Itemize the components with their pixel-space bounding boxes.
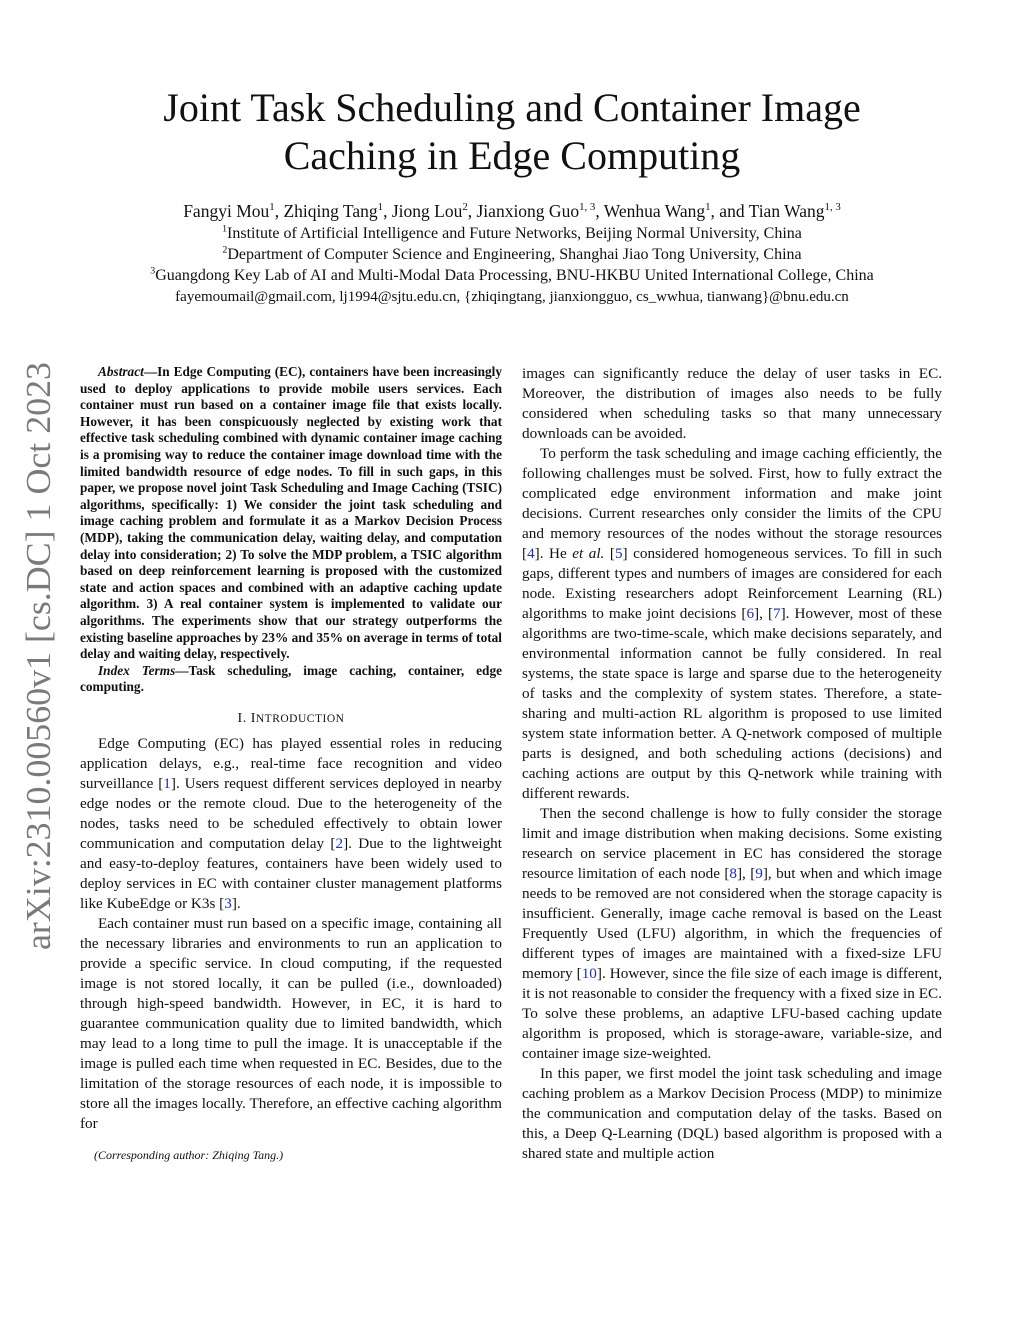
text-run: To perform the task scheduling and image caching efficiently, the following challenges must be solved. First, how to fully extract the complicated edge environment information and make joint decisions. Current researches only consider the limits of the CPU and memory resources of the nodes without the storage resources [ — [522, 445, 942, 562]
right-body-text — [522, 364, 942, 1164]
author: Zhiqing Tang$^1$ — [283, 201, 384, 221]
arxiv-stamp-text: arXiv:2310.00560v1 [cs.DC] 1 Oct 2023 — [19, 376, 58, 950]
citation-link[interactable]: 7 — [773, 605, 781, 622]
corresponding-author-footnote: (Corresponding author: Zhiqing Tang.) — [94, 1147, 284, 1162]
title-line-2: Caching in Edge Computing — [283, 133, 741, 178]
body-paragraph — [80, 734, 502, 914]
author: Wenhua Wang$^1$ — [603, 201, 711, 221]
author-emails: fayemoumail@gmail.com, lj1994@sjtu.edu.cn, {zhiqingtang, jianxiongguo, cs_wwhua, tianwang}@bnu.edu.cn — [175, 289, 849, 305]
citation-link[interactable]: 10 — [581, 965, 597, 982]
affiliation-3: $^3$Guangdong Key Lab of AI and Multi-Modal Data Processing, BNU-HKBU United International College, China — [150, 265, 874, 284]
text-run: ]. Users request different services deployed in nearby edge nodes or the remote cloud. Due to the heterogeneity of the nodes, tasks need to be scheduled effectively to obtain lower communication and computation delay [ — [80, 774, 502, 852]
text-run: ]. He — [534, 545, 573, 562]
text-run: ], [ — [736, 865, 756, 882]
text-run: Then the second challenge is how to fully consider the storage limit and image distribution when making decisions. Some existing research on service placement in EC has considered the storage resource limitation of each node [ — [522, 805, 942, 882]
citation-link[interactable]: 1 — [163, 774, 171, 792]
right-column — [522, 364, 942, 1164]
citation-link[interactable]: 6 — [746, 605, 755, 622]
author: Jianxiong Guo$^{1, 3}$ — [476, 201, 596, 221]
text-run: ]. However, most of these algorithms are two-time-scale, which make decisions separately, and environmental information cannot be fully considered. In real systems, the state space is large and sparse due to the heterogeneity of tasks and the complexity of system states. Therefore, a state-sharing and multi-action RL algorithm is proposed to use limited system state information better. A Q-network composed of multiple parts is designed, and both scheduling actions (decisions) and caching actions are output by this Q-network while training with different rewards. — [522, 605, 942, 802]
author: Fangyi Mou$^1$ — [183, 201, 275, 221]
citation-link[interactable]: 3 — [224, 894, 232, 912]
index-terms: Index Terms—Task scheduling, image caching, container, edge computing. — [80, 662, 502, 695]
body-paragraph — [80, 914, 502, 1134]
left-column — [80, 364, 502, 1163]
author: Jiong Lou$^2$ — [391, 201, 468, 221]
body-paragraph — [522, 1064, 942, 1164]
affiliation-1: $^1$Institute of Artificial Intelligence and Future Networks, Beijing Normal University, China — [222, 223, 802, 242]
arxiv-stamp — [19, 360, 58, 952]
text-run: ], but when and which image needs to be removed are not considered when the storage capacity is insufficient. Generally, image cache removal is based on the Least Frequently Used (LFU) algorithm, in which the frequencies of different types of images are maintained with a fixed-size LFU memory [ — [522, 865, 942, 982]
section-heading-introduction: I. INTRODUCTION — [237, 710, 345, 726]
text-run: Edge Computing (EC) has played essential roles in reducing application delays, e.g., real-time face recognition and video surveillance [ — [80, 734, 502, 792]
author: and Tian Wang$^{1, 3}$ — [719, 201, 841, 221]
citation-link[interactable]: 2 — [335, 834, 344, 852]
title-line-1: Joint Task Scheduling and Container Image — [163, 85, 861, 130]
text-run: ]. Due to the lightweight and easy-to-deploy features, containers have been widely used to deploy services in EC with container cluster management platforms like KubeEdge or K3s [ — [80, 834, 502, 912]
body-paragraph — [522, 804, 942, 1064]
abstract: Abstract—In Edge Computing (EC), containers have been increasingly used to deploy applications to provide mobile users services. Each container must run based on a container image file that exists locally. However, it has been conspicuously neglected by existing work that effective task scheduling combined with dynamic container image caching is a promising way to reduce the container image download time with the limited bandwidth resource of edge nodes. To fill in such gaps, in this paper, we propose novel joint Task Scheduling and Image Caching (TSIC) algorithms, specifically: 1) We consider the joint task scheduling and image caching problem and formulate it as a Markov Decision Process (MDP), taking the communication delay, waiting delay, and computation delay into consideration; 2) To solve the MDP problem, a TSIC algorithm based on deep reinforcement learning is proposed with the customized state and action spaces and combined with an adaptive caching update algorithm. 3) A real container system is implemented to validate our algorithms. The experiments show that our strategy outperforms the existing baseline approaches by 23% and 35% on average in terms of total delay and waiting delay, respectively. — [80, 364, 502, 662]
text-run: et al. — [572, 545, 605, 562]
text-run: ]. — [231, 894, 241, 912]
text-run: In this paper, we first model the joint task scheduling and image caching problem as a Markov Decision Process (MDP) to minimize the communication and computation delay of the tasks. Based on this, a Deep Q-Learning (DQL) based algorithm is proposed with a shared state and multiple action — [522, 1065, 942, 1162]
citation-link[interactable]: 4 — [527, 545, 535, 562]
citation-link[interactable]: 5 — [614, 545, 623, 562]
body-paragraph — [522, 364, 942, 444]
text-run: ], [ — [754, 605, 774, 622]
left-body-text — [80, 734, 502, 1134]
body-paragraph — [522, 444, 942, 804]
paper-title — [0, 84, 1024, 180]
text-run: [ — [604, 545, 615, 562]
text-run: Each container must run based on a specific image, containing all the necessary libraries and environments to run an application to provide a specific service. In cloud computing, if the requested image is not stored locally, it can be pulled (i.e., downloaded) through high-speed bandwidth. However, in EC, it is hard to guarantee communication quality due to limited bandwidth, which may lead to a long time to pull the image. It is unacceptable if the image is pulled each time when requested in EC. Besides, due to the limitation of the storage resources of each node, it is impossible to store all the images locally. Therefore, an effective caching algorithm for — [80, 914, 502, 1132]
author-list: Fangyi Mou$^1$, Zhiqing Tang$^1$, Jiong Lou$^2$, Jianxiong Guo$^{1, 3}$, Wenhua Wang$^1$, and Tian Wang$^{1, 3}$ — [183, 201, 841, 221]
citation-link[interactable]: 9 — [755, 865, 763, 882]
citation-link[interactable]: 8 — [729, 865, 737, 882]
text-run: ] considered homogeneous services. To fill in such gaps, different types and numbers of images are considered for each node. Existing researchers adopt Reinforcement Learning (RL) algorithms to make joint decisions [ — [522, 545, 942, 622]
text-run: images can significantly reduce the delay of user tasks in EC. Moreover, the distribution of images also needs to be fully considered when scheduling tasks so that many unnecessary downloads can be avoided. — [522, 365, 942, 442]
text-run: ]. However, since the file size of each image is different, it is not reasonable to consider the frequency with a fixed size in EC. To solve these problems, an adaptive LFU-based caching update algorithm is proposed, which is storage-aware, variable-size, and container image size-weighted. — [522, 965, 942, 1062]
affiliation-2: $^2$Department of Computer Science and Engineering, Shanghai Jiao Tong University, China — [222, 244, 802, 263]
